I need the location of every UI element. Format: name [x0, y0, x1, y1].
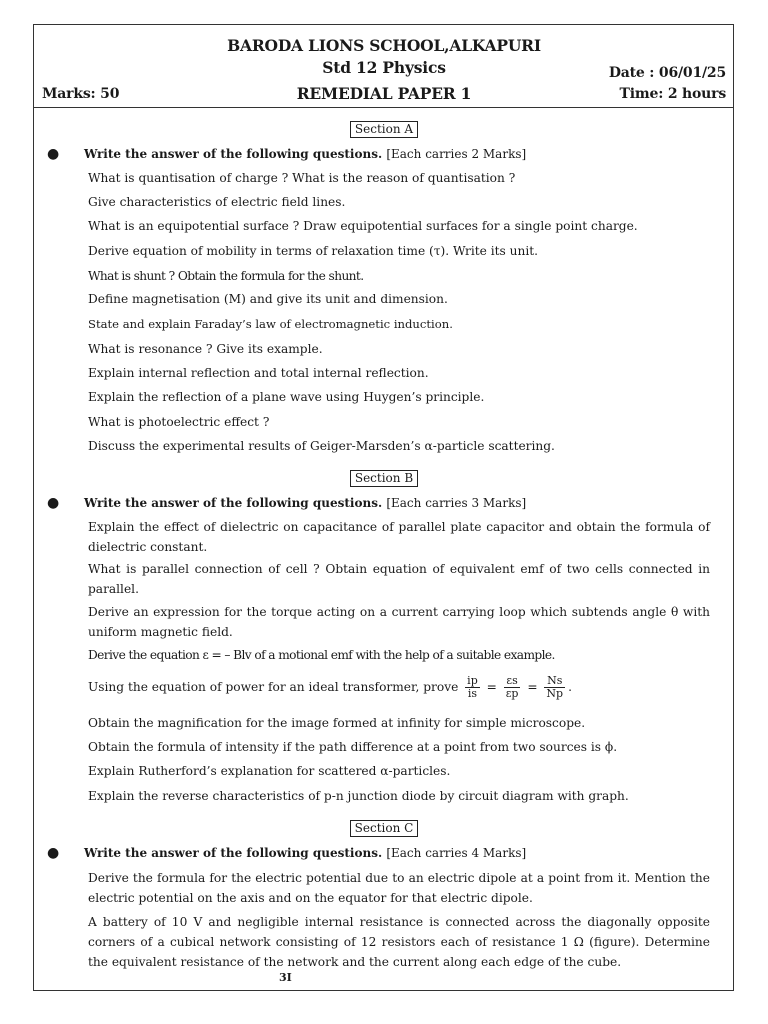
question: Explain the reverse characteristics of p-n junction diode by circuit diagram with graph. [88, 789, 629, 803]
question: Explain Rutherford’s explanation for scattered α-particles. [88, 764, 451, 778]
section-a-instruction: ● Write the answer of the following questions. [Each carries 2 Marks] [47, 146, 527, 162]
question: What is parallel connection of cell ? Obtain equation of equivalent emf of two cells connected in parallel. [88, 562, 710, 596]
section-b-instruction: ● Write the answer of the following questions. [Each carries 3 Marks] [47, 495, 527, 511]
question: Explain the effect of dielectric on capacitance of parallel plate capacitor and obtain the formula of dielectric constant. [88, 520, 710, 554]
fraction-current: $\frac{ip}{is}$ [467, 674, 478, 700]
exam-date: Date : 06/01/25 [608, 65, 726, 81]
question: What is quantisation of charge ? What is the reason of quantisation ? [88, 171, 516, 185]
question: Explain the reflection of a plane wave using Huygen’s principle. [88, 390, 485, 404]
bullet-icon: ● [47, 495, 60, 511]
question: What is photoelectric effect ? [88, 415, 270, 429]
question: State and explain Faraday’s law of electromagnetic induction. [88, 317, 453, 331]
bullet-icon: ● [47, 845, 60, 861]
question: What is shunt ? Obtain the formula for the shunt. [88, 269, 364, 283]
question: What is an equipotential surface ? Draw equipotential surfaces for a single point charge. [88, 219, 638, 233]
question: Obtain the formula of intensity if the path difference at a point from two sources is ϕ. [88, 740, 618, 754]
question: Explain internal reflection and total internal reflection. [88, 366, 429, 380]
question: A battery of 10 V and negligible internal resistance is connected across the diagonally opposite corners of a cubical network consisting of 12 resistors each of resistance 1 Ω (figure). Determine the equivalent resistance of the network and the current along each edge of the cube. [88, 915, 710, 969]
question: Derive the formula for the electric potential due to an electric dipole at a point from it. Mention the electric potential on the axis and on the equator for that electric dipole. [88, 871, 710, 905]
question: Derive an expression for the torque acting on a current carrying loop which subtends angle θ with uniform magnetic field. [88, 605, 710, 639]
exam-time: Time: 2 hours [619, 86, 726, 102]
question-transformer: Using the equation of power for an ideal transformer, prove $\frac{ip}{is}$ = $\frac{\varepsilon s}{\varepsilon p}$ = $\frac{Ns}{Np}$ . [88, 674, 572, 700]
paper-title: REMEDIAL PAPER 1 [296, 84, 472, 103]
school-name: BARODA LIONS SCHOOL,ALKAPURI [227, 36, 541, 55]
fraction-emf: $\frac{\varepsilon s}{\varepsilon p}$ [505, 674, 519, 700]
question: Derive equation of mobility in terms of relaxation time (τ). Write its unit. [88, 244, 539, 258]
question: What is resonance ? Give its example. [88, 342, 323, 356]
standard-subject: Std 12 Physics [322, 58, 446, 77]
total-marks: Marks: 50 [42, 86, 120, 102]
question: Obtain the magnification for the image formed at infinity for simple microscope. [88, 716, 586, 730]
bullet-icon: ● [47, 146, 60, 162]
section-c-title: Section C [0, 817, 768, 837]
question: Discuss the experimental results of Geiger-Marsden’s α-particle scattering. [88, 439, 555, 453]
section-c-instruction: ● Write the answer of the following questions. [Each carries 4 Marks] [47, 845, 527, 861]
page-number: 3I [279, 971, 292, 984]
header-divider [33, 107, 734, 108]
section-b-title: Section B [0, 467, 768, 487]
question: Derive the equation ε = – Blv of a motional emf with the help of a suitable example. [88, 648, 555, 662]
question: Give characteristics of electric field lines. [88, 195, 346, 209]
fraction-turns: $\frac{Ns}{Np}$ [546, 674, 564, 700]
section-a-title: Section A [0, 118, 768, 138]
question: Define magnetisation (M) and give its unit and dimension. [88, 292, 448, 306]
